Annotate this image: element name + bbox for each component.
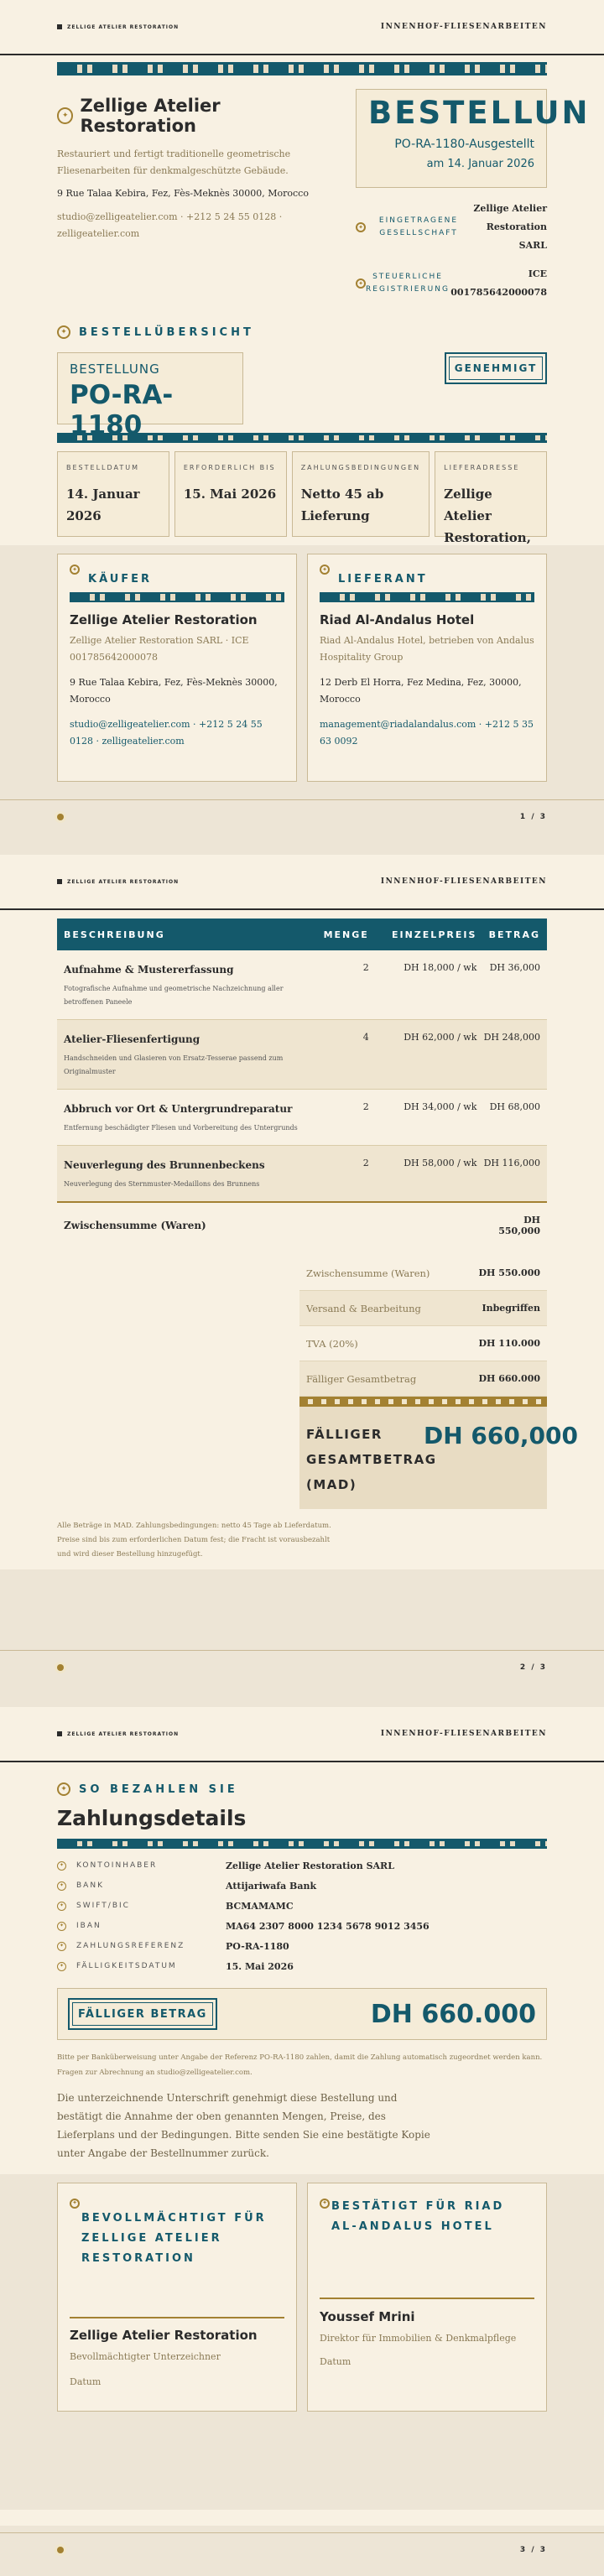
star-icon: ✦	[57, 107, 73, 124]
buyer-legal: Zellige Atelier Restoration SARL · ICE 001785642000078	[70, 635, 249, 663]
star-icon: ✦	[57, 1782, 70, 1796]
star-icon: ✦	[356, 222, 366, 232]
table-row	[57, 1146, 547, 1203]
page-number: 2 / 3	[519, 1663, 547, 1672]
order-title-box	[356, 89, 591, 188]
item-qty: 2	[362, 1158, 369, 1168]
totals-panel	[299, 1256, 578, 1509]
star-icon: ✦	[320, 565, 330, 575]
payment-key: FÄLLIGKEITSDATUM	[76, 1962, 177, 1970]
page-1	[0, 0, 604, 855]
signature-card	[307, 2183, 547, 2412]
totals-row	[299, 1256, 547, 1291]
meta-key: BESTELLDATUM	[66, 464, 139, 471]
order-date-line: am 14. Januar 2026	[426, 158, 534, 170]
line-items-table	[57, 919, 547, 1247]
page-footer	[0, 2532, 604, 2566]
payment-value: 15. Mai 2026	[226, 1960, 294, 1972]
signature-heading: BEVOLLMÄCHTIGT FÜR ZELLIGE ATELIER RESTORATION	[81, 2211, 267, 2265]
signature-name: Youssef Mrini	[320, 2309, 415, 2324]
item-price: DH 62,000 / wk	[404, 1032, 477, 1043]
item-amount: DH 248,000	[483, 1032, 540, 1043]
brand-mark-icon	[57, 1731, 62, 1736]
buyer-contact[interactable]: studio@zelligeatelier.com · +212 5 24 55 0128 · zelligeatelier.com	[70, 719, 263, 747]
overview-label: BESTELLÜBERSICHT	[79, 325, 254, 339]
page-footer	[0, 799, 604, 833]
gold-mosaic-band	[299, 1397, 547, 1407]
doc-type: INNENHOF-FLIESENARBEITEN	[380, 23, 547, 31]
star-icon: ✦	[70, 2199, 80, 2209]
col-qty: MENGE	[323, 929, 369, 940]
due-label: FÄLLIGER GESAMTBETRAG (MAD)	[306, 1427, 437, 1492]
brand-mark-icon	[57, 879, 62, 884]
signature-name: Zellige Atelier Restoration	[70, 2328, 258, 2343]
po-number: PO-RA-1180	[70, 380, 174, 440]
doc-type: INNENHOF-FLIESENARBEITEN	[380, 877, 547, 886]
supplier-contact[interactable]: management@riadalandalus.com · +212 5 35 63 0092	[320, 719, 534, 747]
payment-value: PO-RA-1180	[226, 1940, 289, 1952]
signature-card	[57, 2183, 297, 2412]
company-name: Zellige Atelier Restoration	[80, 96, 221, 136]
company-contact: studio@zelligeatelier.com · +212 5 24 55 0128 · zelligeatelier.com	[57, 211, 283, 239]
buyer-card	[57, 554, 297, 782]
totals-value: DH 660.000	[478, 1373, 540, 1384]
meta-cell	[292, 451, 430, 537]
meta-cell	[57, 451, 169, 537]
brand-mark-icon	[57, 24, 62, 29]
running-header	[0, 0, 604, 55]
doc-type: INNENHOF-FLIESENARBEITEN	[380, 1730, 547, 1738]
payment-row	[57, 1956, 547, 1976]
item-title: Neuverlegung des Brunnenbeckens	[64, 1159, 265, 1171]
col-description: BESCHREIBUNG	[64, 929, 165, 940]
totals-row	[299, 1361, 547, 1397]
item-title: Abbruch vor Ort & Untergrundreparatur	[64, 1103, 293, 1115]
dot-icon	[57, 814, 64, 820]
amount-due-label: FÄLLIGER BETRAG	[68, 1998, 217, 2030]
amount-due-box	[57, 1988, 547, 2040]
item-price: DH 18,000 / wk	[404, 962, 477, 973]
star-icon: ✦	[57, 1861, 66, 1871]
star-icon: ✦	[57, 1881, 66, 1891]
signature-date: Datum	[320, 2356, 351, 2367]
page-footer	[0, 1650, 604, 1684]
page-2	[0, 855, 604, 1707]
star-icon: ✦	[57, 1902, 66, 1911]
totals-value: Inbegriffen	[482, 1303, 540, 1314]
item-description: Entfernung beschädigter Fliesen und Vorbereitung des Untergrunds	[64, 1124, 298, 1132]
mosaic-band	[70, 592, 284, 602]
star-icon: ✦	[57, 325, 70, 339]
confirm-text: Die unterzeichnende Unterschrift genehmigt diese Bestellung und bestätigt die Annahme der oben genannten Mengen, Preise, des Lieferplans und der Bedingungen. Bitte senden Sie eine bestätigte Kopie unter Angabe der Bestellnummer zurück.	[57, 2092, 430, 2159]
item-description: Fotografische Aufnahme und geometrische Nachzeichnung aller betroffenen Paneele	[64, 985, 284, 1006]
star-icon: ✦	[70, 565, 80, 575]
item-amount: DH 36,000	[489, 962, 540, 973]
item-description: Handschneiden und Glasieren von Ersatz-Tesserae passend zum Originalmuster	[64, 1054, 284, 1075]
star-icon: ✦	[57, 1962, 66, 1971]
col-amount: BETRAG	[488, 929, 540, 940]
buyer-name: Zellige Atelier Restoration	[70, 612, 258, 627]
signature-date: Datum	[70, 2376, 102, 2387]
totals-value: DH 550.000	[478, 1267, 540, 1278]
item-qty: 4	[362, 1032, 369, 1043]
tax-label: STEUERLICHE REGISTRIERUNG	[366, 273, 450, 294]
page-number: 3 / 3	[519, 2545, 547, 2554]
totals-row	[299, 1291, 547, 1326]
meta-value: 14. Januar 2026	[66, 487, 140, 523]
signature-role: Bevollmächtigter Unterzeichner	[70, 2351, 221, 2362]
payment-key: IBAN	[76, 1922, 102, 1930]
order-title: BESTELLUN	[368, 95, 591, 131]
payment-key: BANK	[76, 1881, 104, 1890]
star-icon: ✦	[57, 1922, 66, 1931]
table-row	[57, 950, 547, 1020]
amount-due-value: DH 660.000	[370, 1999, 536, 2029]
page-number: 1 / 3	[519, 812, 547, 821]
supplier-card	[307, 554, 547, 782]
brand-name: ZELLIGE ATELIER RESTORATION	[67, 878, 180, 885]
meta-cell	[174, 451, 287, 537]
payment-row	[57, 1936, 547, 1956]
payment-key: KONTOINHABER	[76, 1861, 158, 1870]
buyer-label: KÄUFER	[88, 573, 153, 585]
item-amount: DH 116,000	[483, 1158, 540, 1168]
payment-key: SWIFT/BIC	[76, 1902, 130, 1910]
totals-label: Versand & Bearbeitung	[306, 1302, 421, 1314]
meta-value: 15. Mai 2026	[183, 487, 277, 502]
running-header	[0, 1707, 604, 1762]
item-description: Neuverlegung des Sternmuster-Medaillons des Brunnens	[64, 1180, 260, 1188]
supplier-legal: Riad Al-Andalus Hotel, betrieben von Andalus Hospitality Group	[320, 635, 534, 663]
company-address: 9 Rue Talaa Kebira, Fez, Fès-Meknès 30000, Morocco	[57, 188, 309, 199]
meta-key: ERFORDERLICH BIS	[183, 464, 276, 471]
totals-label: Fälliger Gesamtbetrag	[306, 1372, 417, 1385]
col-price: EINZELPREIS	[392, 929, 477, 940]
star-icon: ✦	[57, 1942, 66, 1951]
running-header	[0, 855, 604, 910]
item-amount: DH 68,000	[489, 1101, 540, 1112]
signature-heading: BESTÄTIGT FÜR RIAD AL-ANDALUS HOTEL	[331, 2199, 505, 2233]
po-badge-label: BESTELLUNG	[70, 362, 160, 377]
star-icon: ✦	[356, 278, 366, 289]
payment-row	[57, 1876, 547, 1896]
payment-value: Zellige Atelier Restoration SARL	[226, 1860, 394, 1871]
totals-row	[299, 1326, 547, 1361]
page-3	[0, 1707, 604, 2576]
subtotal-label: Zwischensumme (Waren)	[64, 1219, 206, 1231]
dot-icon	[57, 1664, 64, 1671]
pay-title: Zahlungsdetails	[57, 1806, 247, 1830]
brand-name: ZELLIGE ATELIER RESTORATION	[67, 1730, 180, 1737]
registered-value: Zellige Atelier Restoration SARL	[473, 203, 547, 251]
payment-key: ZAHLUNGSREFERENZ	[76, 1942, 185, 1950]
totals-label: TVA (20%)	[306, 1337, 358, 1350]
item-price: DH 34,000 / wk	[404, 1101, 477, 1112]
payment-row	[57, 1916, 547, 1936]
totals-label: Zwischensumme (Waren)	[306, 1267, 430, 1279]
po-badge	[57, 352, 243, 440]
status-badge[interactable]: GENEHMIGT	[445, 352, 547, 384]
registered-label: EINGETRAGENE GESELLSCHAFT	[378, 216, 459, 237]
supplier-label: LIEFERANT	[338, 573, 428, 585]
tax-value: ICE 001785642000078	[450, 268, 547, 298]
supplier-address: 12 Derb El Horra, Fez Medina, Fez, 30000, Morocco	[320, 677, 522, 705]
signature-line[interactable]	[70, 2317, 284, 2318]
payment-details	[57, 1855, 547, 1976]
payment-value: MA64 2307 8000 1234 5678 9012 3456	[226, 1920, 430, 1932]
pay-note: Bitte per Banküberweisung unter Angabe der Referenz PO-RA-1180 zahlen, damit die Zahlung automatisch zugeordnet werden kann. Fragen zur Abrechnung an studio@zelligeatelier.com.	[57, 2053, 543, 2077]
supplier-name: Riad Al-Andalus Hotel	[320, 612, 475, 627]
meta-grid	[0, 443, 604, 545]
payment-value: Attijariwafa Bank	[226, 1880, 317, 1892]
mosaic-band	[320, 592, 534, 602]
meta-cell	[435, 451, 547, 545]
totals-value: DH 110.000	[478, 1338, 540, 1349]
mosaic-band	[57, 62, 547, 75]
subtotal-value: DH 550,000	[498, 1214, 540, 1236]
meta-key: ZAHLUNGSBEDINGUNGEN	[300, 464, 421, 471]
order-number-line: PO-RA-1180-Ausgestellt	[394, 138, 534, 151]
item-qty: 2	[362, 1101, 369, 1112]
dot-icon	[57, 2547, 64, 2553]
table-row	[57, 1020, 547, 1090]
item-price: DH 58,000 / wk	[404, 1158, 477, 1168]
meta-key: LIEFERADRESSE	[444, 464, 520, 471]
signature-line[interactable]	[320, 2298, 534, 2299]
item-title: Atelier-Fliesenfertigung	[64, 1033, 200, 1045]
table-row	[57, 1090, 547, 1146]
meta-value: Netto 45 ab Lieferung	[300, 487, 384, 523]
company-tagline: Restauriert und fertigt traditionelle geometrische Fliesenarbeiten für denkmalgeschützte Gebäude.	[57, 148, 291, 176]
pay-eyebrow: SO BEZAHLEN SIE	[79, 1782, 238, 1796]
payment-row	[57, 1896, 547, 1916]
buyer-address: 9 Rue Talaa Kebira, Fez, Fès-Meknès 30000, Morocco	[70, 677, 278, 705]
star-icon: ✦	[320, 2199, 330, 2209]
signature-role: Direktor für Immobilien & Denkmalpflege	[320, 2333, 517, 2344]
brand-name: ZELLIGE ATELIER RESTORATION	[67, 23, 180, 30]
payment-value: BCMAMAMC	[226, 1900, 294, 1912]
amount-note: Alle Beträge in MAD. Zahlungsbedingungen: netto 45 Tage ab Lieferdatum. Preise sind bis zum erforderlichen Datum fest; die Fracht ist vorausbezahlt und wird dieser Bestellung hinzugefügt.	[57, 1522, 331, 1559]
due-value: DH 660,000	[424, 1422, 578, 1449]
mosaic-band	[57, 1839, 547, 1849]
item-qty: 2	[362, 962, 369, 973]
meta-value: Zellige Atelier Restoration,	[444, 487, 531, 545]
item-title: Aufnahme & Mustererfassung	[64, 964, 234, 976]
due-box	[299, 1407, 578, 1509]
payment-row	[57, 1855, 547, 1876]
